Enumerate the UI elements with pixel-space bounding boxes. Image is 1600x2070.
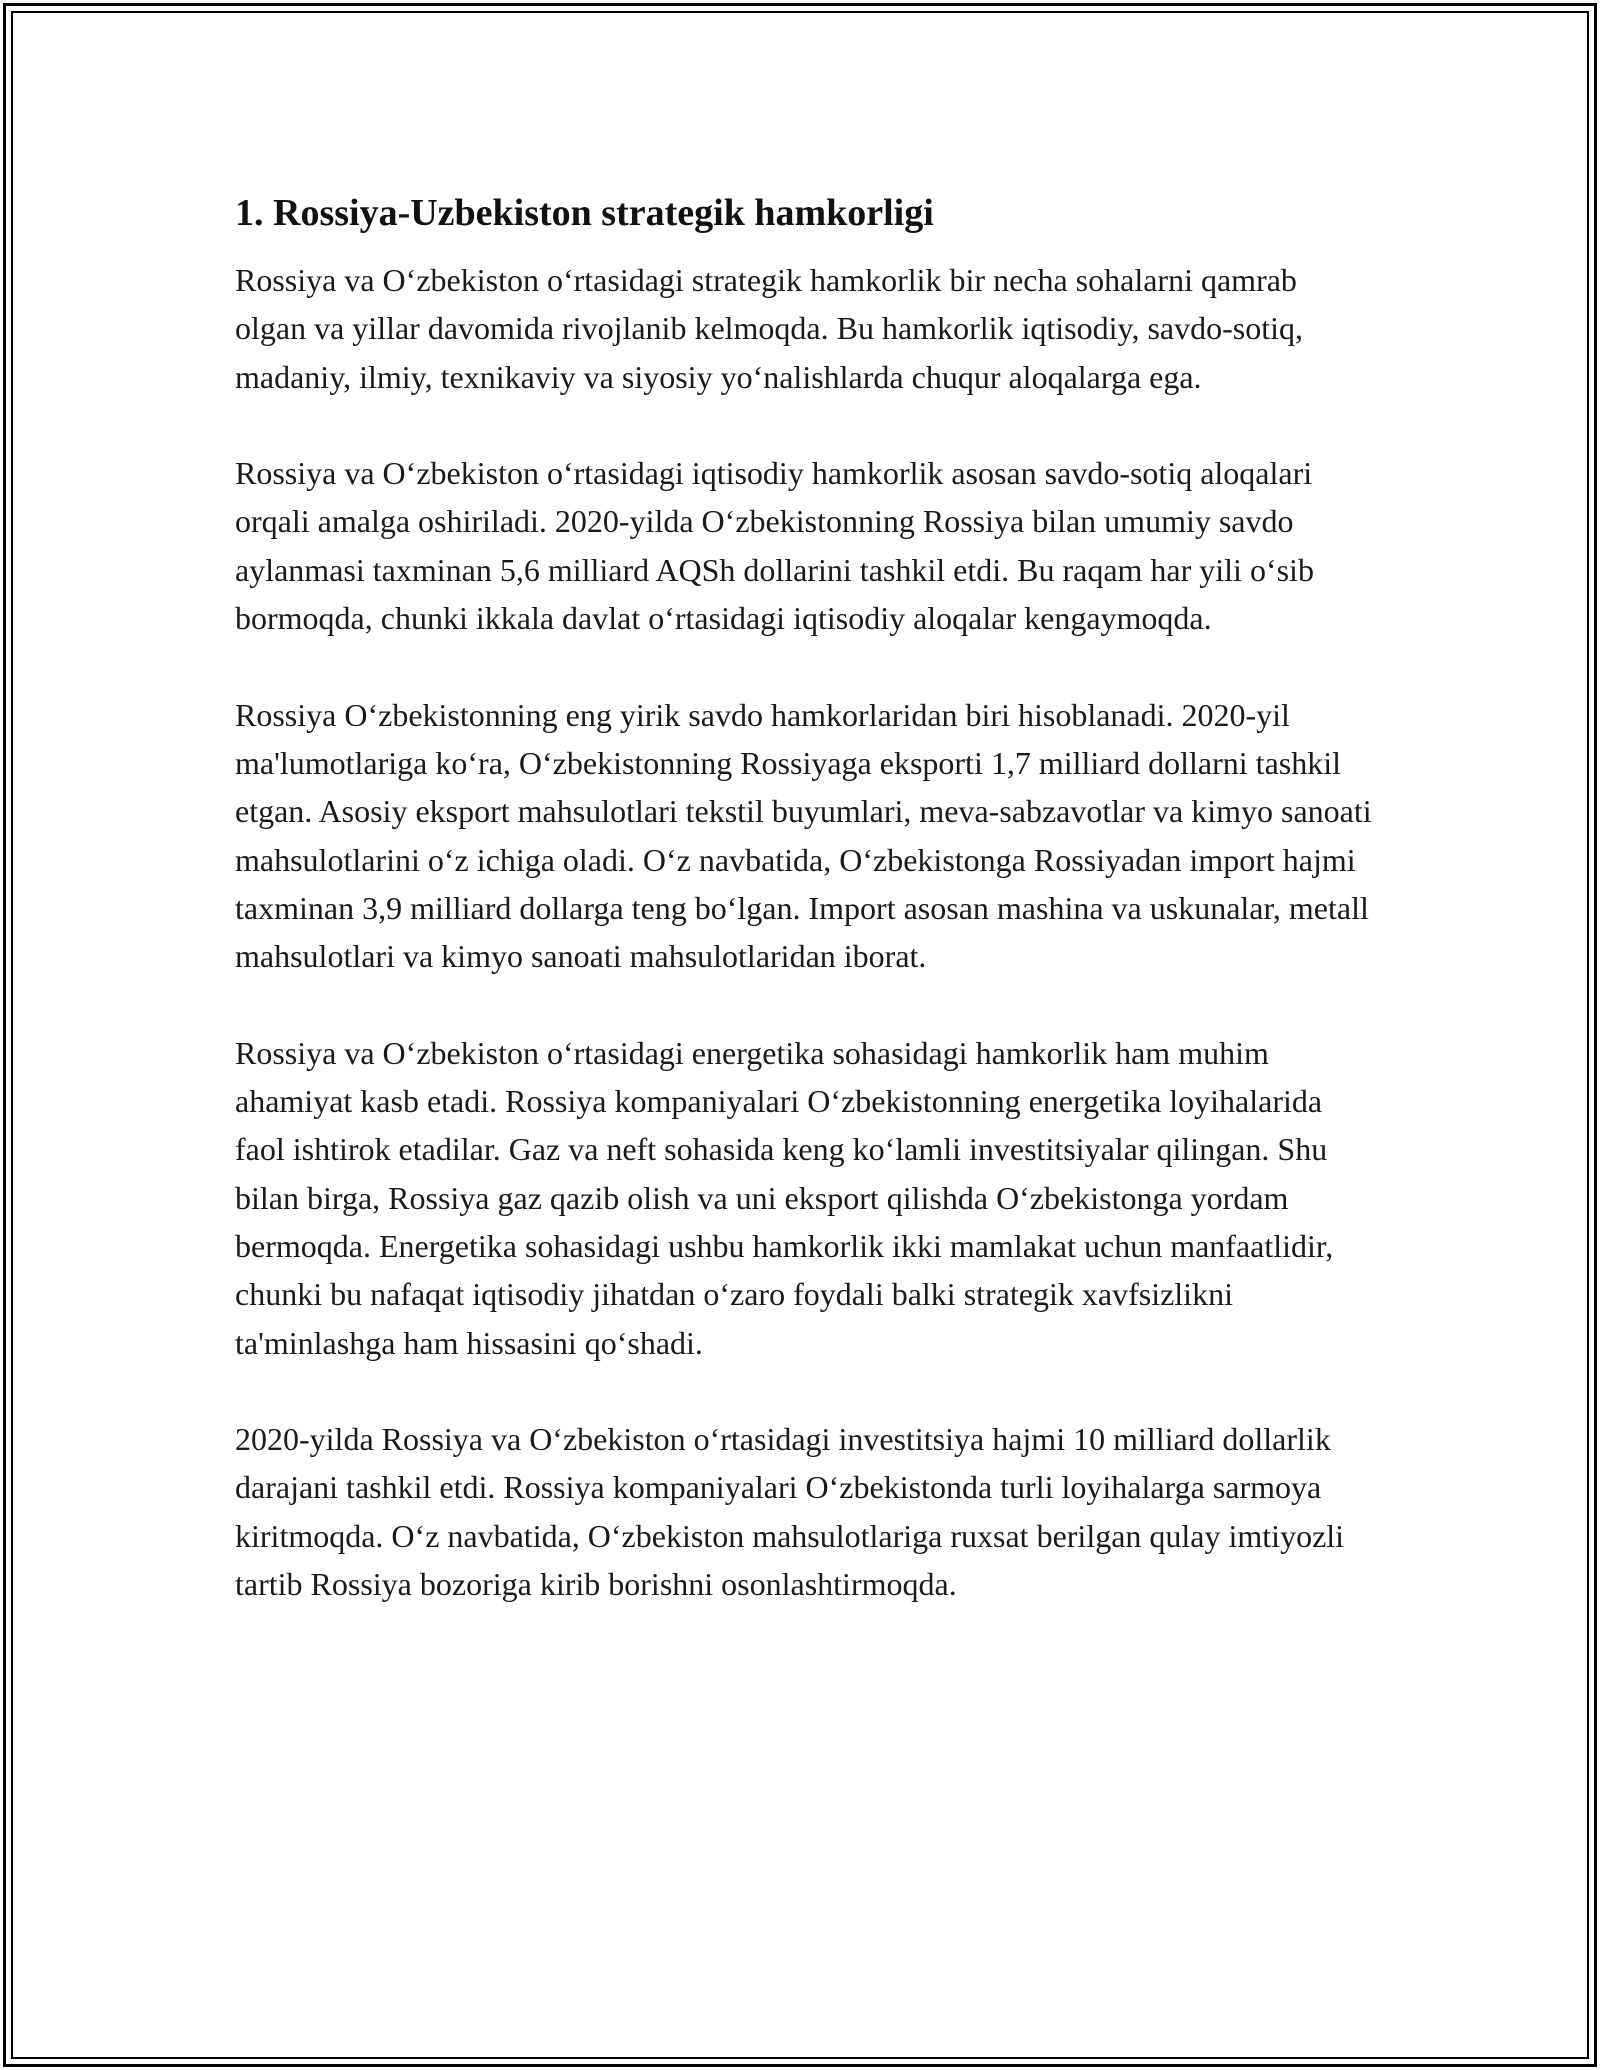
document-body [235,180,1375,1657]
paragraph-1: Rossiya va O‘zbekiston o‘rtasidagi strategik hamkorlik bir necha sohalarni qamrab olgan va yillar davomida rivojlanib kelmoqda. Bu hamkorlik iqtisodiy, savdo-sotiq, madaniy, ilmiy, texnikaviy va siyosiy yo‘nalishlarda chuqur aloqalarga ega. [235,262,1303,395]
page-title: 1. Rossiya-Uzbekiston strategik hamkorligi [235,192,934,234]
paragraph-3: Rossiya O‘zbekistonning eng yirik savdo hamkorlaridan biri hisoblanadi. 2020-yil ma'lumotlariga ko‘ra, O‘zbekistonning Rossiyaga eksporti 1,7 milliard dollarni tashkil etgan. Asosiy eksport mahsulotlari tekstil buyumlari, meva-sabzavotlar va kimyo sanoati mahsulotlarini o‘z ichiga oladi. O‘z navbatida, O‘zbekistonga Rossiyadan import hajmi taxminan 3,9 milliard dollarga teng bo‘lgan. Import asosan mashina va uskunalar, metall mahsulotlari va kimyo sanoati mahsulotlaridan iborat. [235,696,1372,975]
paragraph-2: Rossiya va O‘zbekiston o‘rtasidagi iqtisodiy hamkorlik asosan savdo-sotiq aloqalari orqali amalga oshiriladi. 2020-yilda O‘zbekistonning Rossiya bilan umumiy savdo aylanmasi taxminan 5,6 milliard AQSh dollarini tashkil etdi. Bu raqam har yili o‘sib bormoqda, chunki ikkala davlat o‘rtasidagi iqtisodiy aloqalar kengaymoqda. [235,455,1314,637]
paragraph-4: Rossiya va O‘zbekiston o‘rtasidagi energetika sohasidagi hamkorlik ham muhim ahamiyat kasb etadi. Rossiya kompaniyalari O‘zbekistonning energetika loyihalarida faol ishtirok etadilar. Gaz va neft sohasida keng ko‘lamli investitsiyalar qilingan. Shu bilan birga, Rossiya gaz qazib olish va uni eksport qilishda O‘zbekistonga yordam bermoqda. Energetika sohasidagi ushbu hamkorlik ikki mamlakat uchun manfaatlidir, chunki bu nafaqat iqtisodiy jihatdan o‘zaro foydali balki strategik xavfsizlikni ta'minlashga ham hissasini qo‘shadi. [235,1034,1334,1361]
paragraph-5: 2020-yilda Rossiya va O‘zbekiston o‘rtasidagi investitsiya hajmi 10 milliard dollarlik darajani tashkil etdi. Rossiya kompaniyalari O‘zbekistonda turli loyihalarga sarmoya kiritmoqda. O‘z navbatida, O‘zbekiston mahsulotlariga ruxsat berilgan qulay imtiyozli tartib Rossiya bozoriga kirib borishni osonlashtirmoqda. [235,1421,1345,1603]
